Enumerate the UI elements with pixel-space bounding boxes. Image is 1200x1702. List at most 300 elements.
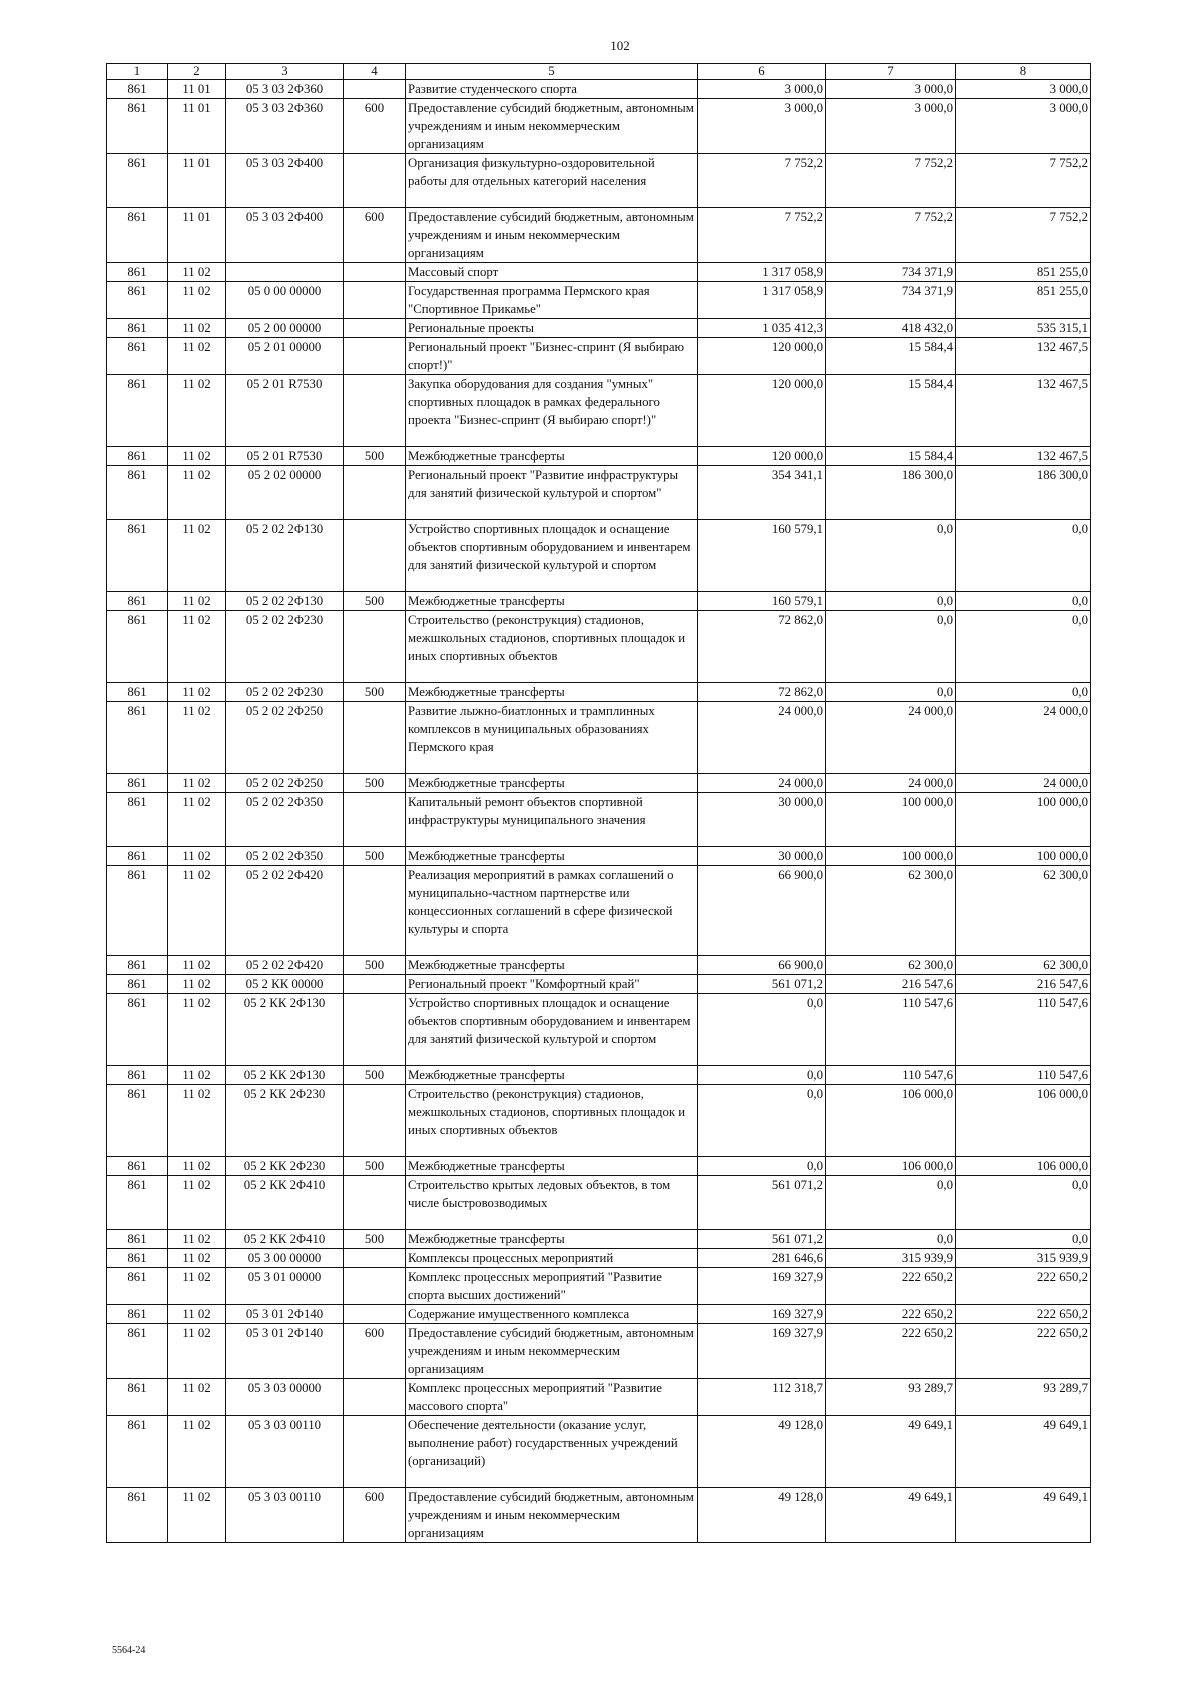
table-row [107,1230,1091,1249]
cell-amount-7: 100 000,0 [826,793,956,847]
cell-target-article: 05 3 03 2Ф400 [226,154,344,208]
cell-amount-7: 222 650,2 [826,1305,956,1324]
cell-section: 11 02 [168,866,226,956]
cell-amount-7: 0,0 [826,1176,956,1230]
cell-target-article: 05 3 03 2Ф360 [226,99,344,154]
cell-amount-6: 30 000,0 [698,793,826,847]
cell-target-article: 05 2 01 00000 [226,338,344,375]
cell-amount-7: 49 649,1 [826,1416,956,1488]
cell-description: Комплексы процессных мероприятий [406,1249,698,1268]
cell-amount-8: 7 752,2 [956,208,1091,263]
cell-amount-7: 15 584,4 [826,338,956,375]
cell-expense-type [344,1305,406,1324]
cell-amount-8: 315 939,9 [956,1249,1091,1268]
cell-description: Содержание имущественного комплекса [406,1305,698,1324]
table-row [107,520,1091,592]
cell-ministry: 861 [107,592,168,611]
cell-amount-8: 132 467,5 [956,375,1091,447]
table-row [107,774,1091,793]
cell-amount-6: 24 000,0 [698,702,826,774]
cell-ministry: 861 [107,319,168,338]
cell-ministry: 861 [107,338,168,375]
cell-amount-8: 0,0 [956,611,1091,683]
cell-amount-8: 24 000,0 [956,774,1091,793]
table-row [107,975,1091,994]
header-cell: 2 [168,64,226,80]
cell-amount-7: 418 432,0 [826,319,956,338]
cell-target-article: 05 3 03 2Ф400 [226,208,344,263]
cell-ministry: 861 [107,1305,168,1324]
cell-amount-8: 186 300,0 [956,466,1091,520]
cell-expense-type: 600 [344,1324,406,1379]
cell-amount-6: 160 579,1 [698,592,826,611]
header-cell: 4 [344,64,406,80]
cell-section: 11 02 [168,683,226,702]
cell-description: Реализация мероприятий в рамках соглашений о муниципально-частном партнерстве или концессионных соглашений в сфере физической культуры и спорта [406,866,698,956]
cell-target-article: 05 2 02 2Ф350 [226,793,344,847]
cell-ministry: 861 [107,466,168,520]
cell-ministry: 861 [107,99,168,154]
cell-ministry: 861 [107,975,168,994]
cell-section: 11 02 [168,702,226,774]
cell-amount-8: 62 300,0 [956,956,1091,975]
cell-amount-6: 66 900,0 [698,866,826,956]
cell-amount-8: 3 000,0 [956,80,1091,99]
cell-amount-7: 3 000,0 [826,99,956,154]
cell-amount-8: 0,0 [956,1230,1091,1249]
cell-description: Региональный проект "Развитие инфраструктуры для занятий физической культурой и спортом" [406,466,698,520]
cell-description: Государственная программа Пермского края "Спортивное Прикамье" [406,282,698,319]
table-row [107,1085,1091,1157]
cell-target-article: 05 2 КК 2Ф230 [226,1157,344,1176]
cell-amount-7: 93 289,7 [826,1379,956,1416]
header-cell: 5 [406,64,698,80]
cell-amount-8: 110 547,6 [956,994,1091,1066]
cell-amount-6: 112 318,7 [698,1379,826,1416]
header-cell: 7 [826,64,956,80]
cell-amount-7: 106 000,0 [826,1157,956,1176]
cell-amount-6: 281 646,6 [698,1249,826,1268]
page-number: 102 [610,38,630,53]
cell-amount-6: 30 000,0 [698,847,826,866]
cell-target-article: 05 2 02 2Ф230 [226,611,344,683]
cell-section: 11 02 [168,263,226,282]
cell-amount-7: 0,0 [826,592,956,611]
cell-amount-8: 7 752,2 [956,154,1091,208]
cell-ministry: 861 [107,774,168,793]
cell-ministry: 861 [107,1249,168,1268]
cell-section: 11 02 [168,774,226,793]
cell-amount-7: 0,0 [826,683,956,702]
cell-expense-type [344,80,406,99]
table-row [107,1305,1091,1324]
cell-ministry: 861 [107,793,168,847]
cell-description: Строительство (реконструкция) стадионов, межшкольных стадионов, спортивных площадок и иных спортивных объектов [406,1085,698,1157]
cell-amount-7: 0,0 [826,611,956,683]
cell-description: Устройство спортивных площадок и оснащение объектов спортивным оборудованием и инвентарем для занятий физической культурой и спортом [406,994,698,1066]
cell-target-article: 05 2 КК 2Ф230 [226,1085,344,1157]
table-row [107,956,1091,975]
cell-section: 11 02 [168,1268,226,1305]
cell-target-article: 05 3 00 00000 [226,1249,344,1268]
cell-target-article: 05 2 00 00000 [226,319,344,338]
cell-target-article: 05 2 02 00000 [226,466,344,520]
cell-description: Обеспечение деятельности (оказание услуг, выполнение работ) государственных учреждений (организаций) [406,1416,698,1488]
table-row [107,1416,1091,1488]
cell-target-article: 05 3 03 00110 [226,1416,344,1488]
cell-amount-6: 160 579,1 [698,520,826,592]
cell-amount-8: 132 467,5 [956,447,1091,466]
cell-amount-7: 15 584,4 [826,375,956,447]
table-row [107,1324,1091,1379]
cell-ministry: 861 [107,1157,168,1176]
cell-ministry: 861 [107,1230,168,1249]
cell-ministry: 861 [107,80,168,99]
cell-ministry: 861 [107,611,168,683]
cell-expense-type [344,1379,406,1416]
cell-expense-type [344,793,406,847]
table-row [107,1249,1091,1268]
cell-amount-8: 100 000,0 [956,793,1091,847]
cell-ministry: 861 [107,1268,168,1305]
cell-amount-6: 0,0 [698,1085,826,1157]
table-row [107,1157,1091,1176]
cell-ministry: 861 [107,1324,168,1379]
cell-section: 11 02 [168,375,226,447]
cell-target-article: 05 3 03 00000 [226,1379,344,1416]
cell-amount-8: 535 315,1 [956,319,1091,338]
cell-amount-7: 222 650,2 [826,1268,956,1305]
table-row [107,592,1091,611]
cell-ministry: 861 [107,1416,168,1488]
cell-description: Межбюджетные трансферты [406,1066,698,1085]
cell-description: Межбюджетные трансферты [406,847,698,866]
cell-ministry: 861 [107,1488,168,1543]
cell-amount-8: 106 000,0 [956,1157,1091,1176]
cell-target-article: 05 2 02 2Ф420 [226,956,344,975]
cell-expense-type: 600 [344,208,406,263]
cell-ministry: 861 [107,1379,168,1416]
cell-amount-7: 110 547,6 [826,1066,956,1085]
table-row [107,683,1091,702]
cell-description: Межбюджетные трансферты [406,447,698,466]
cell-amount-7: 7 752,2 [826,208,956,263]
cell-section: 11 02 [168,1416,226,1488]
cell-amount-7: 734 371,9 [826,282,956,319]
cell-expense-type [344,1416,406,1488]
table-row [107,1379,1091,1416]
cell-amount-7: 62 300,0 [826,866,956,956]
cell-amount-8: 851 255,0 [956,282,1091,319]
cell-amount-6: 1 035 412,3 [698,319,826,338]
cell-amount-7: 106 000,0 [826,1085,956,1157]
cell-ministry: 861 [107,994,168,1066]
cell-amount-7: 216 547,6 [826,975,956,994]
cell-expense-type [344,466,406,520]
cell-amount-6: 66 900,0 [698,956,826,975]
cell-description: Межбюджетные трансферты [406,1157,698,1176]
cell-expense-type: 500 [344,1230,406,1249]
cell-amount-7: 186 300,0 [826,466,956,520]
cell-target-article: 05 2 02 2Ф230 [226,683,344,702]
cell-expense-type [344,994,406,1066]
cell-ministry: 861 [107,683,168,702]
cell-description: Региональный проект "Бизнес-спринт (Я выбираю спорт!)" [406,338,698,375]
cell-ministry: 861 [107,956,168,975]
cell-section: 11 02 [168,520,226,592]
table-row [107,447,1091,466]
cell-section: 11 02 [168,793,226,847]
cell-expense-type [344,282,406,319]
table-row [107,263,1091,282]
cell-target-article: 05 2 КК 2Ф410 [226,1176,344,1230]
cell-amount-6: 7 752,2 [698,154,826,208]
table-row [107,154,1091,208]
cell-amount-6: 561 071,2 [698,1230,826,1249]
header-row [107,64,1091,80]
cell-section: 11 02 [168,466,226,520]
cell-target-article: 05 2 02 2Ф130 [226,520,344,592]
cell-amount-8: 93 289,7 [956,1379,1091,1416]
cell-section: 11 02 [168,1176,226,1230]
cell-section: 11 02 [168,956,226,975]
cell-amount-7: 734 371,9 [826,263,956,282]
cell-section: 11 01 [168,154,226,208]
table-row [107,1176,1091,1230]
table-row [107,793,1091,847]
header-cell: 8 [956,64,1091,80]
cell-amount-7: 0,0 [826,1230,956,1249]
cell-amount-8: 24 000,0 [956,702,1091,774]
cell-expense-type: 500 [344,1157,406,1176]
cell-amount-6: 49 128,0 [698,1416,826,1488]
cell-target-article: 05 3 03 00110 [226,1488,344,1543]
cell-amount-6: 7 752,2 [698,208,826,263]
cell-description: Капитальный ремонт объектов спортивной инфраструктуры муниципального значения [406,793,698,847]
table-row [107,1488,1091,1543]
cell-amount-8: 0,0 [956,592,1091,611]
cell-section: 11 02 [168,1230,226,1249]
document-code: 5564-24 [112,1645,146,1656]
cell-amount-8: 0,0 [956,1176,1091,1230]
cell-description: Межбюджетные трансферты [406,956,698,975]
cell-target-article: 05 2 02 2Ф250 [226,702,344,774]
cell-section: 11 01 [168,208,226,263]
cell-description: Комплекс процессных мероприятий "Развитие спорта высших достижений" [406,1268,698,1305]
cell-section: 11 02 [168,282,226,319]
cell-section: 11 01 [168,80,226,99]
cell-amount-7: 24 000,0 [826,702,956,774]
cell-target-article: 05 2 КК 2Ф130 [226,1066,344,1085]
cell-section: 11 02 [168,1249,226,1268]
cell-description: Межбюджетные трансферты [406,1230,698,1249]
table-row [107,80,1091,99]
cell-amount-8: 216 547,6 [956,975,1091,994]
cell-section: 11 02 [168,994,226,1066]
cell-ministry: 861 [107,702,168,774]
table-row [107,611,1091,683]
cell-amount-7: 49 649,1 [826,1488,956,1543]
cell-target-article: 05 2 КК 2Ф410 [226,1230,344,1249]
cell-amount-8: 222 650,2 [956,1268,1091,1305]
cell-amount-6: 72 862,0 [698,611,826,683]
cell-target-article: 05 0 00 00000 [226,282,344,319]
cell-amount-8: 49 649,1 [956,1416,1091,1488]
cell-amount-6: 169 327,9 [698,1268,826,1305]
cell-ministry: 861 [107,847,168,866]
cell-expense-type [344,1085,406,1157]
table-row [107,375,1091,447]
table-row [107,1066,1091,1085]
cell-amount-6: 120 000,0 [698,375,826,447]
cell-amount-7: 62 300,0 [826,956,956,975]
cell-ministry: 861 [107,866,168,956]
header-cell: 3 [226,64,344,80]
cell-description: Строительство (реконструкция) стадионов, межшкольных стадионов, спортивных площадок и иных спортивных объектов [406,611,698,683]
cell-target-article: 05 3 01 2Ф140 [226,1305,344,1324]
cell-section: 11 02 [168,1305,226,1324]
table-body [107,80,1091,1543]
cell-description: Межбюджетные трансферты [406,774,698,793]
cell-amount-7: 100 000,0 [826,847,956,866]
cell-section: 11 02 [168,847,226,866]
cell-expense-type [344,1268,406,1305]
cell-description: Строительство крытых ледовых объектов, в том числе быстровозводимых [406,1176,698,1230]
cell-description: Закупка оборудования для создания "умных" спортивных площадок в рамках федерального проекта "Бизнес-спринт (Я выбираю спорт!)" [406,375,698,447]
cell-target-article: 05 2 КК 00000 [226,975,344,994]
cell-expense-type: 500 [344,683,406,702]
cell-amount-8: 110 547,6 [956,1066,1091,1085]
cell-target-article: 05 2 02 2Ф130 [226,592,344,611]
cell-target-article: 05 2 КК 2Ф130 [226,994,344,1066]
cell-ministry: 861 [107,447,168,466]
cell-amount-8: 0,0 [956,520,1091,592]
cell-description: Развитие студенческого спорта [406,80,698,99]
cell-amount-6: 3 000,0 [698,99,826,154]
cell-section: 11 02 [168,1488,226,1543]
cell-target-article: 05 2 02 2Ф420 [226,866,344,956]
cell-expense-type [344,866,406,956]
cell-section: 11 02 [168,338,226,375]
cell-amount-6: 3 000,0 [698,80,826,99]
cell-target-article: 05 3 03 2Ф360 [226,80,344,99]
cell-expense-type [344,702,406,774]
cell-expense-type [344,263,406,282]
cell-expense-type [344,338,406,375]
cell-target-article: 05 3 01 00000 [226,1268,344,1305]
cell-amount-6: 0,0 [698,1066,826,1085]
cell-description: Массовый спорт [406,263,698,282]
cell-target-article: 05 3 01 2Ф140 [226,1324,344,1379]
cell-expense-type: 500 [344,1066,406,1085]
cell-description: Развитие лыжно-биатлонных и трамплинных комплексов в муниципальных образованиях Пермского края [406,702,698,774]
cell-amount-7: 0,0 [826,520,956,592]
cell-description: Региональный проект "Комфортный край" [406,975,698,994]
cell-ministry: 861 [107,375,168,447]
cell-amount-8: 222 650,2 [956,1324,1091,1379]
cell-section: 11 01 [168,99,226,154]
cell-amount-7: 3 000,0 [826,80,956,99]
cell-description: Предоставление субсидий бюджетным, автономным учреждениям и иным некоммерческим организациям [406,1488,698,1543]
cell-ministry: 861 [107,154,168,208]
cell-amount-6: 0,0 [698,1157,826,1176]
cell-section: 11 02 [168,1324,226,1379]
cell-amount-6: 72 862,0 [698,683,826,702]
table-row [107,319,1091,338]
cell-amount-6: 120 000,0 [698,447,826,466]
cell-amount-7: 7 752,2 [826,154,956,208]
cell-amount-7: 315 939,9 [826,1249,956,1268]
cell-amount-7: 24 000,0 [826,774,956,793]
header-cell: 6 [698,64,826,80]
cell-expense-type: 500 [344,956,406,975]
cell-amount-6: 1 317 058,9 [698,263,826,282]
cell-description: Межбюджетные трансферты [406,592,698,611]
cell-description: Устройство спортивных площадок и оснащение объектов спортивным оборудованием и инвентарем для занятий физической культурой и спортом [406,520,698,592]
cell-amount-8: 851 255,0 [956,263,1091,282]
cell-section: 11 02 [168,1157,226,1176]
cell-expense-type [344,375,406,447]
cell-expense-type [344,1249,406,1268]
budget-table [106,63,1091,1543]
cell-description: Региональные проекты [406,319,698,338]
cell-expense-type [344,975,406,994]
cell-target-article: 05 2 01 R7530 [226,447,344,466]
cell-amount-8: 106 000,0 [956,1085,1091,1157]
cell-amount-8: 100 000,0 [956,847,1091,866]
table-row [107,99,1091,154]
cell-expense-type: 600 [344,1488,406,1543]
cell-amount-6: 24 000,0 [698,774,826,793]
cell-target-article: 05 2 02 2Ф350 [226,847,344,866]
cell-ministry: 861 [107,1066,168,1085]
cell-section: 11 02 [168,1379,226,1416]
cell-amount-6: 0,0 [698,994,826,1066]
cell-expense-type [344,611,406,683]
cell-amount-8: 3 000,0 [956,99,1091,154]
cell-amount-7: 15 584,4 [826,447,956,466]
cell-expense-type: 500 [344,592,406,611]
table-row [107,994,1091,1066]
cell-amount-6: 169 327,9 [698,1305,826,1324]
cell-amount-6: 561 071,2 [698,1176,826,1230]
table-row [107,208,1091,263]
table-row [107,338,1091,375]
cell-section: 11 02 [168,611,226,683]
cell-expense-type: 500 [344,847,406,866]
cell-amount-8: 62 300,0 [956,866,1091,956]
table-row [107,847,1091,866]
cell-description: Межбюджетные трансферты [406,683,698,702]
cell-expense-type: 500 [344,447,406,466]
cell-description: Комплекс процессных мероприятий "Развитие массового спорта" [406,1379,698,1416]
cell-amount-8: 0,0 [956,683,1091,702]
table-row [107,1268,1091,1305]
cell-description: Организация физкультурно-оздоровительной работы для отдельных категорий населения [406,154,698,208]
cell-amount-7: 222 650,2 [826,1324,956,1379]
cell-ministry: 861 [107,1176,168,1230]
cell-amount-8: 132 467,5 [956,338,1091,375]
cell-ministry: 861 [107,282,168,319]
cell-description: Предоставление субсидий бюджетным, автономным учреждениям и иным некоммерческим организациям [406,99,698,154]
cell-description: Предоставление субсидий бюджетным, автономным учреждениям и иным некоммерческим организациям [406,1324,698,1379]
table-row [107,702,1091,774]
cell-amount-6: 1 317 058,9 [698,282,826,319]
cell-expense-type [344,319,406,338]
table-row [107,466,1091,520]
cell-target-article: 05 2 02 2Ф250 [226,774,344,793]
cell-amount-6: 354 341,1 [698,466,826,520]
